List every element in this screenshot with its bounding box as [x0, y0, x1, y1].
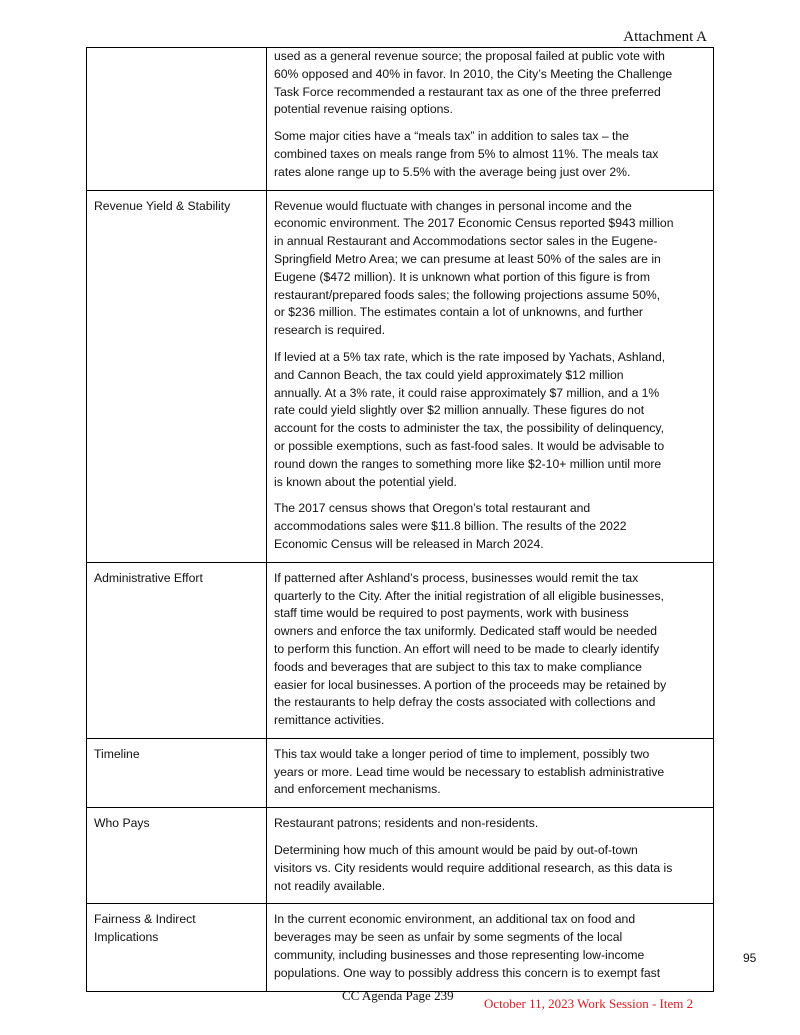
text-line: Restaurant patrons; residents and non-residents.: [274, 816, 539, 831]
paragraph: [274, 500, 706, 553]
table-row: [87, 808, 714, 904]
text-line: Economic Census will be released in March 2024.: [274, 536, 544, 551]
paragraph: [274, 815, 706, 833]
text-line: used as a general revenue source; the proposal failed at public vote with: [274, 49, 665, 63]
row-content: [267, 738, 714, 807]
text-line: and Cannon Beach, the tax could yield approximately $12 million: [274, 367, 624, 382]
text-line: to perform this function. An effort will need to be made to clearly identify: [274, 641, 660, 656]
text-line: 60% opposed and 40% in favor. In 2010, the City’s Meeting the Challenge: [274, 66, 673, 81]
text-line: staff time would be required to post payments, work with business: [274, 606, 629, 621]
text-line: economic environment. The 2017 Economic Census reported $943 million: [274, 216, 674, 231]
text-line: If patterned after Ashland’s process, businesses would remit the tax: [274, 570, 639, 585]
text-line: in annual Restaurant and Accommodations sector sales in the Eugene-: [274, 234, 658, 249]
text-line: The 2017 census shows that Oregon’s total restaurant and: [274, 501, 591, 516]
text-line: combined taxes on meals range from 5% to almost 11%. The meals tax: [274, 146, 659, 161]
table-row: [87, 562, 714, 738]
paragraph: [274, 911, 706, 982]
label-line: Implications: [94, 930, 159, 945]
text-line: Determining how much of this amount would be paid by out-of-town: [274, 843, 638, 858]
paragraph: [274, 48, 706, 119]
text-line: populations. One way to possibly address this concern is to exempt fast: [274, 965, 661, 980]
paragraph: [274, 842, 706, 895]
row-content: [267, 562, 714, 738]
text-line: and enforcement mechanisms.: [274, 782, 441, 797]
row-content: [267, 904, 714, 991]
text-line: foods and beverages that are subject to this tax to make compliance: [274, 659, 642, 674]
paragraph: [274, 128, 706, 181]
table-row: [87, 738, 714, 807]
row-label: [87, 808, 267, 904]
label-line: Fairness & Indirect: [94, 912, 196, 927]
row-content: [267, 808, 714, 904]
row-content: [267, 190, 714, 562]
text-line: beverages may be seen as unfair by some segments of the local: [274, 930, 623, 945]
table-row: [87, 48, 714, 191]
paragraph: [274, 570, 706, 730]
text-line: If levied at a 5% tax rate, which is the rate imposed by Yachats, Ashland,: [274, 349, 666, 364]
text-line: annually. At a 3% rate, it could raise approximately $7 million, and a 1%: [274, 385, 660, 400]
text-line: not readily available.: [274, 878, 386, 893]
text-line: or $236 million. The estimates contain a lot of unknowns, and further: [274, 305, 643, 320]
text-line: rate could yield slightly over $2 million annually. These figures do not: [274, 403, 645, 418]
label-line: Who Pays: [94, 816, 150, 831]
text-line: potential revenue raising options.: [274, 102, 453, 117]
text-line: Revenue would fluctuate with changes in personal income and the: [274, 198, 632, 213]
text-line: In the current economic environment, an additional tax on food and: [274, 912, 636, 927]
text-line: the restaurants to help defray the costs associated with collections and: [274, 695, 656, 710]
analysis-table: [86, 47, 714, 992]
text-line: easier for local businesses. A portion of the proceeds may be retained by: [274, 677, 667, 692]
text-line: accommodations sales were $11.8 billion. The results of the 2022: [274, 519, 627, 534]
text-line: remittance activities.: [274, 713, 385, 728]
text-line: visitors vs. City residents would require additional research, as this data is: [274, 860, 673, 875]
text-line: research is required.: [274, 323, 386, 338]
text-line: years or more. Lead time would be necessary to establish administrative: [274, 764, 665, 779]
row-label: [87, 190, 267, 562]
footer-agenda-page: CC Agenda Page 239: [342, 988, 454, 1003]
attachment-label: Attachment A: [623, 29, 707, 45]
text-line: rates alone range up to 5.5% with the average being just over 2%.: [274, 164, 631, 179]
label-line: Revenue Yield & Stability: [94, 198, 231, 213]
page-number: 95: [743, 951, 757, 965]
row-label: [87, 48, 267, 191]
text-line: round down the ranges to something more like $2-10+ million until more: [274, 456, 662, 471]
table-row: [87, 904, 714, 991]
text-line: quarterly to the City. After the initial registration of all eligible businesses,: [274, 588, 664, 603]
row-label: [87, 738, 267, 807]
text-line: account for the costs to administer the tax, the possibility of delinquency,: [274, 421, 664, 436]
paragraph: [274, 198, 706, 340]
text-line: community, including businesses and those representing low-income: [274, 948, 645, 963]
text-line: Task Force recommended a restaurant tax as one of the three preferred: [274, 84, 661, 99]
paragraph: [274, 746, 706, 799]
text-line: is known about the potential yield.: [274, 474, 457, 489]
paragraph: [274, 349, 706, 491]
work-session-stamp: October 11, 2023 Work Session - Item 2: [484, 996, 694, 1011]
label-line: Timeline: [94, 746, 140, 761]
text-line: or possible exemptions, such as fast-food sales. It would be advisable to: [274, 438, 665, 453]
text-line: Some major cities have a “meals tax” in addition to sales tax – the: [274, 129, 629, 144]
text-line: restaurant/prepared foods sales; the following projections assume 50%,: [274, 287, 661, 302]
text-line: Eugene ($472 million). It is unknown what portion of this figure is from: [274, 269, 650, 284]
row-label: [87, 904, 267, 991]
label-line: Administrative Effort: [94, 570, 203, 585]
row-content: [267, 48, 714, 191]
text-line: owners and enforce the tax uniformly. Dedicated staff would be needed: [274, 624, 658, 639]
text-line: Springfield Metro Area; we can presume at least 50% of the sales are in: [274, 251, 661, 266]
row-label: [87, 562, 267, 738]
text-line: This tax would take a longer period of time to implement, possibly two: [274, 746, 650, 761]
table-row: [87, 190, 714, 562]
